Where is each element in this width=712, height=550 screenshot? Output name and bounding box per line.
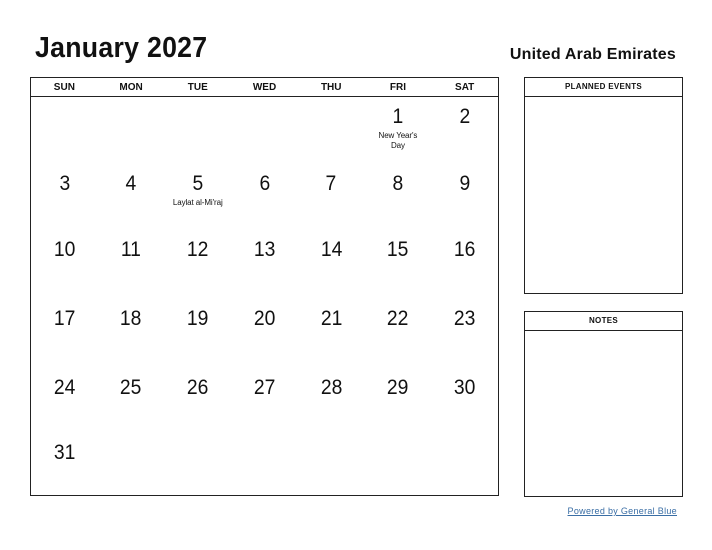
day-number: 3	[58, 172, 70, 195]
day-cell	[164, 238, 231, 262]
day-cell	[98, 307, 165, 331]
page-title: January 2027	[35, 32, 208, 64]
day-number: 28	[320, 376, 342, 399]
day-number: 26	[187, 376, 209, 399]
day-cell	[31, 238, 98, 262]
day-number: 31	[53, 441, 76, 464]
weekday-fri: FRI	[389, 82, 406, 93]
day-number: 17	[53, 307, 76, 330]
day-number: 11	[121, 238, 142, 261]
day-number: 13	[253, 238, 276, 261]
day-cell	[98, 172, 165, 196]
weekday-tue: TUE	[187, 82, 208, 93]
holiday-label: New Year's Day	[378, 131, 418, 150]
day-cell	[231, 376, 298, 400]
day-number: 2	[459, 105, 471, 128]
day-cell	[365, 307, 432, 331]
day-number: 1	[392, 105, 404, 128]
day-cell	[365, 105, 432, 151]
day-cell	[231, 238, 298, 262]
weekday-mon: MON	[119, 82, 143, 93]
day-number: 12	[187, 238, 209, 261]
day-cell	[31, 172, 98, 196]
day-number: 8	[392, 172, 404, 195]
weekday-sun: SUN	[53, 82, 75, 93]
day-number: 16	[453, 238, 476, 261]
weekday-thu: THU	[320, 82, 342, 93]
day-cell	[365, 238, 432, 262]
day-cell	[164, 172, 231, 208]
day-cell	[298, 307, 365, 331]
day-cell	[298, 376, 365, 400]
day-number: 27	[253, 376, 276, 399]
day-number: 23	[453, 307, 476, 330]
day-number: 24	[53, 376, 76, 399]
day-cell	[431, 307, 498, 331]
calendar-grid	[30, 77, 499, 496]
powered-by-link[interactable]: Powered by General Blue	[567, 506, 677, 516]
day-number: 19	[187, 307, 209, 330]
day-number: 18	[120, 307, 142, 330]
day-number: 9	[459, 172, 471, 195]
day-number: 29	[387, 376, 409, 399]
day-cell	[365, 172, 432, 196]
day-cell	[365, 376, 432, 400]
day-number: 21	[320, 307, 342, 330]
day-cell	[164, 307, 231, 331]
weekday-wed: WED	[252, 82, 277, 93]
day-cell	[31, 307, 98, 331]
day-cell	[431, 376, 498, 400]
weekday-sat: SAT	[455, 82, 475, 93]
day-number: 10	[53, 238, 76, 261]
day-cell	[98, 238, 165, 262]
day-number: 22	[387, 307, 409, 330]
day-cell	[164, 376, 231, 400]
day-number: 5	[192, 172, 204, 195]
day-number: 7	[325, 172, 337, 195]
day-cell	[31, 441, 98, 465]
day-cell	[31, 376, 98, 400]
day-cell	[431, 172, 498, 196]
notes-heading: NOTES	[525, 312, 682, 331]
day-number: 20	[253, 307, 276, 330]
day-cell	[231, 307, 298, 331]
day-cell	[298, 238, 365, 262]
planned-events-heading: PLANNED EVENTS	[525, 78, 682, 97]
day-cell	[231, 172, 298, 196]
country-name: United Arab Emirates	[509, 46, 676, 63]
day-number: 4	[125, 172, 137, 195]
day-number: 30	[453, 376, 476, 399]
day-cell	[431, 105, 498, 129]
day-cell	[98, 376, 165, 400]
day-number: 14	[320, 238, 342, 261]
holiday-label: Laylat al-Mi'raj	[172, 198, 223, 207]
notes-panel	[524, 311, 683, 497]
day-number: 6	[259, 172, 270, 195]
day-number: 15	[387, 238, 409, 261]
day-cell	[431, 238, 498, 262]
day-number: 25	[120, 376, 142, 399]
day-cell	[298, 172, 365, 196]
planned-events-panel	[524, 77, 683, 294]
weekday-header	[31, 78, 498, 97]
